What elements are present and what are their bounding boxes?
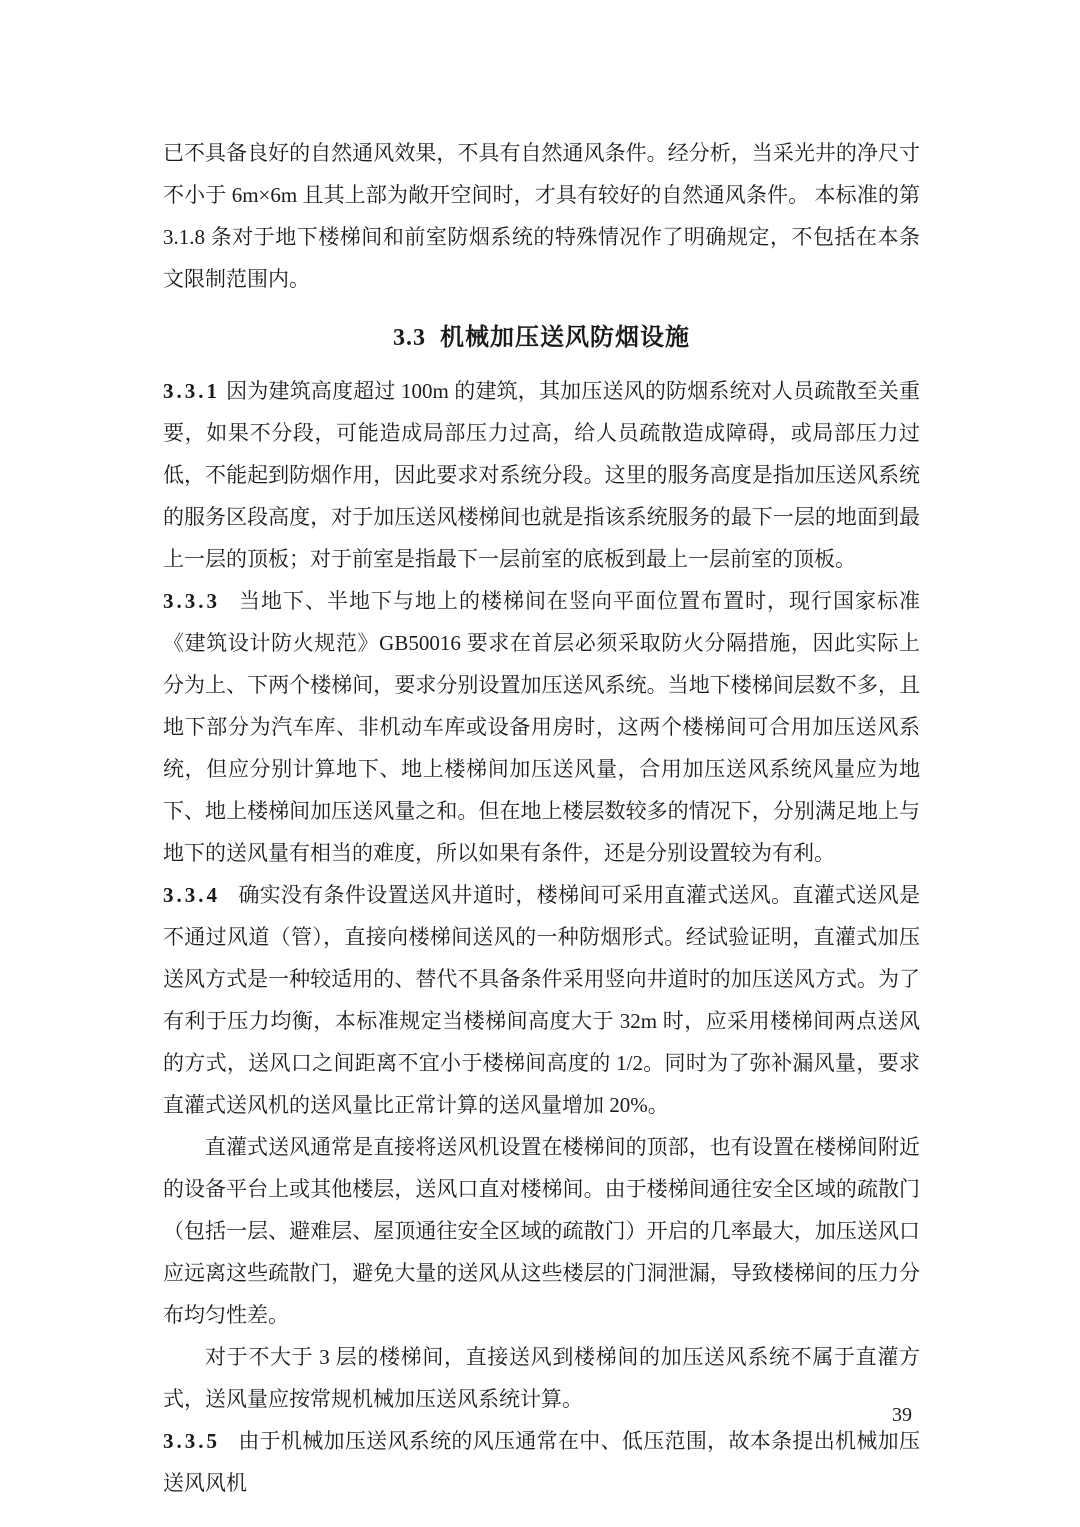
clause-3-3-3-number: 3.3.3 <box>163 589 220 613</box>
section-heading <box>163 316 920 360</box>
clause-3-3-4-text: 确实没有条件设置送风井道时，楼梯间可采用直灌式送风。直灌式送风是不通过风道（管），直接向楼梯间送风的一种防烟形式。经试验证明，直灌式加压送风方式是一种较适用的、替代不具备条件采用竖向井道时的加压送风方式。为了有利于压力均衡，本标准规定当楼梯间高度大于 32m 时，应采用楼梯间两点送风的方式，送风口之间距离不宜小于楼梯间高度的 1/2。同时为了弥补漏风量，要求直灌式送风机的送风量比正常计算的送风量增加 20%。 <box>163 883 920 1117</box>
clause-3-3-5-number: 3.3.5 <box>163 1429 220 1453</box>
clause-3-3-3-text: 当地下、半地下与地上的楼梯间在竖向平面位置布置时，现行国家标准《建筑设计防火规范》GB50016 要求在首层必须采取防火分隔措施，因此实际上分为上、下两个楼梯间，要求分别设置加压送风系统。当地下楼梯间层数不多，且地下部分为汽车库、非机动车库或设备用房时，这两个楼梯间可合用加压送风系统，但应分别计算地下、地上楼梯间加压送风量，合用加压送风系统风量应为地下、地上楼梯间加压送风量之和。但在地上楼层数较多的情况下，分别满足地上与地下的送风量有相当的难度，所以如果有条件，还是分别设置较为有利。 <box>163 589 920 865</box>
clause-3-3-5 <box>163 1420 920 1504</box>
clause-3-3-3 <box>163 580 920 874</box>
clause-3-3-5-text: 由于机械加压送风系统的风压通常在中、低压范围，故本条提出机械加压送风风机 <box>163 1429 920 1495</box>
page-number: 39 <box>892 1404 912 1426</box>
clause-3-3-1-number: 3.3.1 <box>163 379 220 403</box>
section-heading-number: 3.3 <box>393 325 426 351</box>
body-paragraph-direct-supply: 直灌式送风通常是直接将送风机设置在楼梯间的顶部，也有设置在楼梯间附近的设备平台上或其他楼层，送风口直对楼梯间。由于楼梯间通往安全区域的疏散门（包括一层、避难层、屋顶通往安全区域的疏散门）开启的几率最大，加压送风口应远离这些疏散门，避免大量的送风从这些楼层的门洞泄漏，导致楼梯间的压力分布均匀性差。 <box>163 1135 920 1327</box>
section-heading-title: 机械加压送风防烟设施 <box>440 325 690 351</box>
clause-3-3-4 <box>163 874 920 1126</box>
clause-3-3-4-number: 3.3.4 <box>163 883 220 907</box>
page-content <box>163 132 920 1504</box>
clause-3-3-1 <box>163 370 920 580</box>
intro-paragraph: 已不具备良好的自然通风效果，不具有自然通风条件。经分析，当采光井的净尺寸不小于 6m×6m 且其上部为敞开空间时，才具有较好的自然通风条件。 本标准的第 3.1.8 条对于地下楼梯间和前室防烟系统的特殊情况作了明确规定，不包括在本条文限制范围内。 <box>163 141 920 291</box>
body-paragraph-three-storey: 对于不大于 3 层的楼梯间，直接送风到楼梯间的加压送风系统不属于直灌方式，送风量应按常规机械加压送风系统计算。 <box>163 1345 920 1411</box>
clause-3-3-1-text: 因为建筑高度超过 100m 的建筑，其加压送风的防烟系统对人员疏散至关重要，如果不分段，可能造成局部压力过高，给人员疏散造成障碍，或局部压力过低，不能起到防烟作用，因此要求对系统分段。这里的服务高度是指加压送风系统的服务区段高度，对于加压送风楼梯间也就是指该系统服务的最下一层的地面到最上一层的顶板；对于前室是指最下一层前室的底板到最上一层前室的顶板。 <box>163 379 920 571</box>
